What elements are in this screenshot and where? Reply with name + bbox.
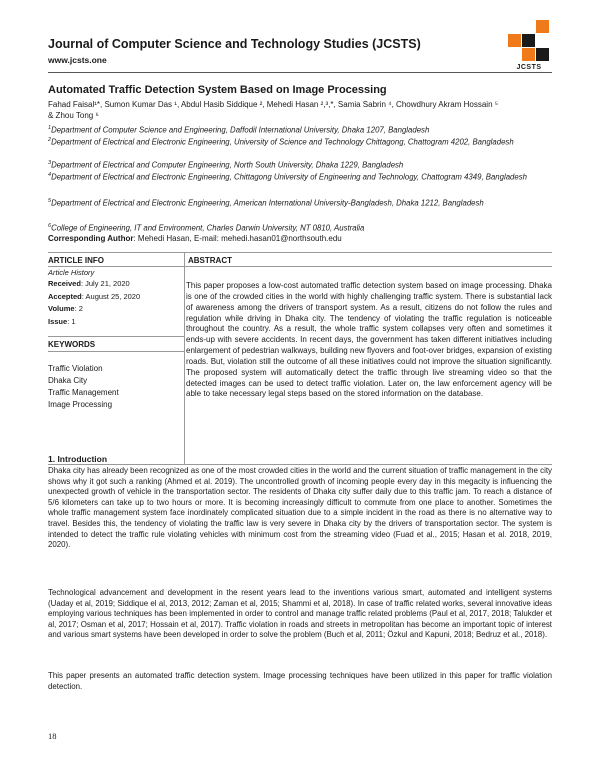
article-history: Article History <box>48 268 95 277</box>
issue: Issue: 1 <box>48 317 76 326</box>
corresponding-author: Corresponding Author: Mehedi Hasan, E-mail: mehedi.hasan01@northsouth.edu <box>48 234 342 243</box>
authors-line-2: & Zhou Tong ⁶ <box>48 111 99 120</box>
page-number: 18 <box>48 731 57 741</box>
info-top-rule <box>48 252 552 253</box>
affiliation-2: $^2$Department of Electrical and Electronic Engineering, University of Science and Technology Chittagong, Chattogram 4202, Bangladesh <box>48 137 514 147</box>
keywords-header-rule <box>48 351 184 352</box>
intro-paragraph-3: This paper presents an automated traffic detection system. Image processing techniques have been utilized in this paper for traffic violation detection. <box>48 671 552 691</box>
received-date: Received: July 21, 2020 <box>48 279 130 288</box>
abstract-header: ABSTRACT <box>188 256 232 265</box>
keyword-item: Traffic Management <box>48 388 119 397</box>
corresponding-email[interactable]: : Mehedi Hasan, E-mail: mehedi.hasan01@northsouth.edu <box>133 234 342 243</box>
logo-square-black-1 <box>522 34 535 47</box>
keyword-item: Dhaka City <box>48 376 88 385</box>
affiliation-5: $^5$Department of Electrical and Electronic Engineering, American International University-Bangladesh, Dhaka 1212, Bangladesh <box>48 198 484 208</box>
info-column-divider <box>184 253 185 464</box>
logo-square-orange-1 <box>508 34 521 47</box>
accepted-date: Accepted: August 25, 2020 <box>48 292 141 301</box>
info-bottom-rule <box>48 464 552 465</box>
journal-logo <box>508 20 550 78</box>
logo-square-black-2 <box>536 48 549 61</box>
authors <box>48 99 552 121</box>
authors-line-1: Fahad Faisal¹*, Sumon Kumar Das ¹, Abdul Hasib Siddique ², Mehedi Hasan ²,³,*, Samia Sabrin ⁴, Chowdhury Akram Hossain ⁵ <box>48 100 499 109</box>
affiliation-4: $^4$Department of Electrical and Electronic Engineering, Chittagong University of Engineering and Technology, Chattogram 4349, Bangladesh <box>48 172 527 182</box>
info-header-rule <box>48 266 552 267</box>
journal-website[interactable]: www.jcsts.one <box>48 55 107 65</box>
intro-paragraph-1: Dhaka city has already been recognized as one of the most crowded cities in the world and the current situation of traffic management in the city shows why it got such a ranking (Ahmed et al. 2019). The uncontrolled growth of incoming people every day in this megacity is influencing the unexpected growth of vehicle in the transportation sector. The residents of Dhaka city suffer daily due to this traffic jam. To reach a distance of 5/6 kilometers can take up to two hours or more. It is becoming increasingly difficult to commute from one place to another. Sometimes the whole traffic management system face inordinately complicated situation due to a simple incident in the road as there is no alternative way to travel. Besides this, the tendency of violating the traffic law is very severe in Dhaka city by the drivers of transportation sector. The system is intended to detect the traffic rule violating vehicles with minimum cost from the streaming video (Fuad et al., 2015; Hasan et al. 2018, 2019, 2020). <box>48 466 552 550</box>
affiliation-3: $^3$Department of Electrical and Computer Engineering, North South University, Dhaka 1229, Bangladesh <box>48 160 404 170</box>
article-info-header: ARTICLE INFO <box>48 256 104 265</box>
logo-square-orange-3 <box>522 48 535 61</box>
abstract-text: This paper proposes a low-cost automated traffic detection system based on image processing. Dhaka is one of the crowded cities in the world with highly challenging traffic system. There is substantial lack of awareness among the drivers of transport system. As a result, citizens do not follow the rules and regulation while driving in Dhaka city. The tendency of violating the traffic regulation is noticeable throughout the country. As a result, the whole traffic system collapses very often and sometimes it ends-up with severe accidents. In recent days, the government has taken different initiatives including enlargement of pedestrian walkways, building new flyovers and foot-over bridges, expansion of existing roads. But, violation still the outcome of all these initiatives could not improve the situation significantly. The proposed system will automatically detect the traffic through live streaming video so that the detected images can be used to detect traffic violation. Later on, the law enforcement agency will be able to take necessary legal steps based on the stored information on the database. <box>186 281 552 399</box>
affiliation-6: $^6$College of Engineering, IT and Environment, Charles Darwin University, NT 0810, Australia <box>48 223 365 233</box>
paper-title: Automated Traffic Detection System Based on Image Processing <box>48 84 387 96</box>
keywords-top-rule <box>48 336 184 337</box>
journal-name: Journal of Computer Science and Technology Studies (JCSTS) <box>48 37 421 51</box>
keywords-header: KEYWORDS <box>48 340 96 349</box>
logo-square-orange-2 <box>536 20 549 33</box>
keyword-item: Image Processing <box>48 400 113 409</box>
section-heading-introduction: 1. Introduction <box>48 454 108 464</box>
volume: Volume: 2 <box>48 304 83 313</box>
logo-text: JCSTS <box>516 64 542 71</box>
keyword-item: Traffic Violation <box>48 364 103 373</box>
intro-paragraph-2: Technological advancement and development in the resent years lead to the inventions various smart, automated and intelligent systems (Uaday et al, 2019; Siddique el al, 2013, 2012; Zaman et al, 2015; Shammi et al, 2018). In case of traffic related works, several innovative ideas employing various techniques has been implemented in order to control and manage traffic related problems (Paul et al, 2017, 2018; Talukder et al, 2017; Osman et al, 2017; Hossain et al, 2017). Traffic violation in roads and streets in metropolitan has become an important topic of interest and various smart systems have been developed in order to solve the problem (Buch et al, 2011; Özkul and Kapuni, 2018; Bedruz et al., 2018). <box>48 588 552 640</box>
affiliation-1: $^1$Department of Computer Science and Engineering, Daffodil International University, Dhaka 1207, Bangladesh <box>48 125 430 135</box>
header-divider <box>48 72 552 73</box>
